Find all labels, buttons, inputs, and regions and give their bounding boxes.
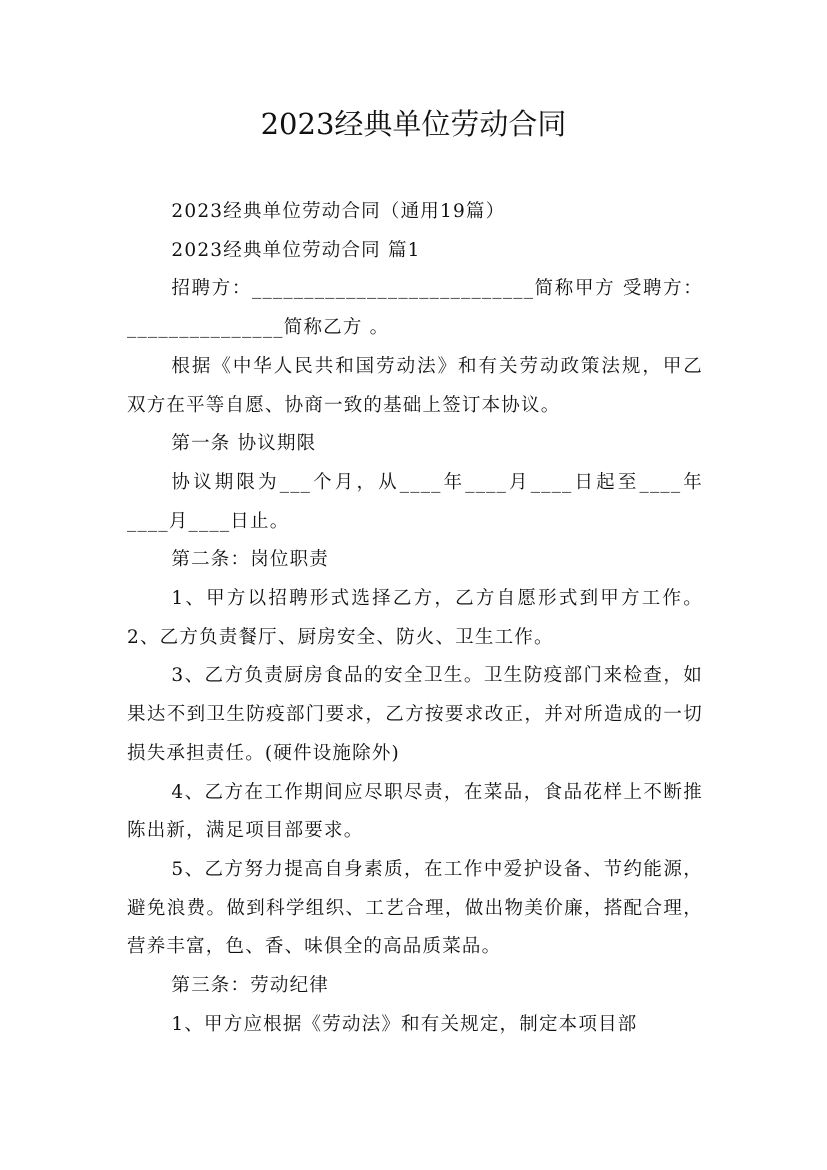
- paragraph-article-3-title: 第三条：劳动纪律: [171, 975, 329, 997]
- paragraph-heading: 2023经典单位劳动合同（通用19篇）: [171, 201, 506, 222]
- paragraph-duty-5: 5、乙方努力提高自身素质，在工作中爱护设备、节约能源，避免浪费。做到科学组织、工艺合理，做出物美价廉，搭配合理，营养丰富，色、香、味俱全的高品质菜品。: [127, 858, 703, 958]
- paragraph-section-title: 2023经典单位劳动合同 篇1: [171, 239, 421, 261]
- document-title: 2023经典单位劳动合同: [260, 107, 567, 141]
- paragraph-basis: 根据《中华人民共和国劳动法》和有关劳动政策法规，甲乙双方在平等自愿、协商一致的基础上签订本协议。: [127, 355, 703, 416]
- paragraph-duty-4: 4、乙方在工作期间应尽职尽责，在菜品，食品花样上不断推陈出新，满足项目部要求。: [127, 781, 703, 842]
- document-body: [127, 193, 703, 1044]
- paragraph-article-1-body: 协议期限为___个月，从____年____月____日起至____年____月____日止。: [127, 471, 703, 532]
- paragraph-duty-1-2: 1、甲方以招聘形式选择乙方，乙方自愿形式到甲方工作。 2、乙方负责餐厅、厨房安全、防火、卫生工作。: [127, 588, 703, 648]
- paragraph-discipline-1: 1、甲方应根据《劳动法》和有关规定，制定本项目部: [171, 1013, 638, 1035]
- paragraph-duty-3: 3、乙方负责厨房食品的安全卫生。卫生防疫部门来检查，如果达不到卫生防疫部门要求，乙方按要求改正，并对所造成的一切损失承担责任。(硬件设施除外): [127, 665, 703, 764]
- paragraph-article-1-title: 第一条 协议期限: [171, 433, 317, 455]
- paragraph-parties: 招聘方：___________________________简称甲方 受聘方：_______________简称乙方 。: [127, 278, 703, 339]
- paragraph-article-2-title: 第二条：岗位职责: [171, 549, 329, 571]
